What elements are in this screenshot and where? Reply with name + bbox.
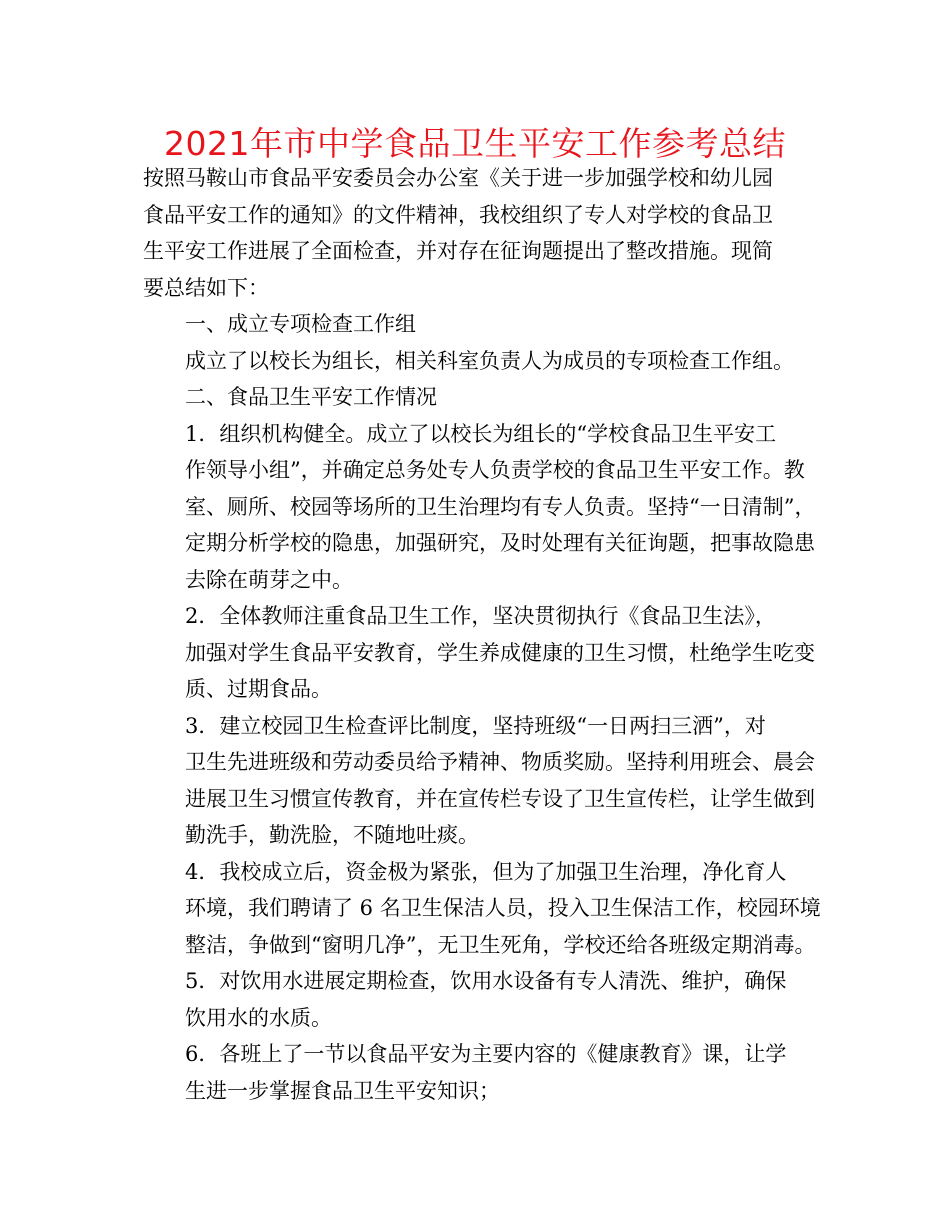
- paragraph-line: 卫生先进班级和劳动委员给予精神、物质奖励。坚持利用班会、晨会: [185, 750, 815, 774]
- paragraph-line: 一、成立专项检查工作组: [185, 312, 416, 336]
- paragraph-line: 2．全体教师注重食品卫生工作，坚决贯彻执行《食品卫生法》，: [185, 604, 776, 628]
- paragraph-line: 室、厕所、校园等场所的卫生治理均有专人负责。坚持“一日清制”，: [185, 494, 816, 519]
- paragraph-line: 5．对饮用水进展定期检查，饮用水设备有专人清洗、维护，确保: [185, 969, 787, 993]
- paragraph-line: 6．各班上了一节以食品平安为主要内容的《健康教育》课，让学: [185, 1042, 787, 1066]
- paragraph-line: 食品平安工作的通知》的文件精神，我校组织了专人对学校的食品卫: [143, 202, 773, 227]
- paragraph-line: 成立了以校长为组长，相关科室负责人为成员的专项检查工作组。: [185, 348, 794, 373]
- paragraph-line: 饮用水的水质。: [185, 1005, 332, 1030]
- paragraph-line: 去除在萌芽之中。: [185, 567, 353, 592]
- body-paragraph: [143, 306, 811, 343]
- paragraph-line: 生平安工作进展了全面检查，并对存在征询题提出了整改措施。现简: [143, 239, 773, 263]
- paragraph-line: 作领导小组”，并确定总务处专人负责学校的食品卫生平安工作。教: [185, 458, 805, 482]
- paragraph-line: 加强对学生食品平安教育，学生养成健康的卫生习惯，杜绝学生吃变: [185, 640, 815, 665]
- paragraph-line: 定期分析学校的隐患，加强研究，及时处理有关征询题，把事故隐患: [185, 531, 815, 555]
- body-paragraph: [143, 343, 811, 380]
- body-paragraph: [143, 160, 811, 306]
- paragraph-line: 1．组织机构健全。成立了以校长为组长的“学校食品卫生平安工: [185, 421, 777, 446]
- body-paragraph: [143, 854, 821, 964]
- paragraph-line: 质、过期食品。: [185, 677, 332, 701]
- paragraph-line: 4．我校成立后，资金极为紧张，但为了加强卫生治理，净化育人: [185, 859, 787, 884]
- body-paragraph: [143, 1036, 811, 1109]
- body-paragraph: [143, 416, 816, 599]
- body-paragraph: [143, 708, 815, 854]
- body-paragraph: [143, 379, 811, 416]
- paragraph-line: 勤洗手，勤洗脸，不随地吐痰。: [185, 823, 479, 847]
- paragraph-line: 整洁，争做到“窗明几净”，无卫生死角，学校还给各班级定期消毒。: [185, 932, 816, 957]
- paragraph-line: 进展卫生习惯宣传教育，并在宣传栏专设了卫生宣传栏，让学生做到: [185, 786, 815, 811]
- document-body: [143, 160, 821, 1109]
- paragraph-line: 二、食品卫生平安工作情况: [185, 385, 437, 409]
- paragraph-line: 要总结如下：: [143, 275, 269, 300]
- paragraph-line: 按照马鞍山市食品平安委员会办公室《关于进一步加强学校和幼儿园: [143, 166, 773, 190]
- paragraph-line: 生进一步掌握食品卫生平安知识；: [185, 1078, 500, 1103]
- paragraph-line: 3．建立校园卫生检查评比制度，坚持班级“一日两扫三洒”，对: [185, 713, 766, 738]
- body-paragraph: [143, 598, 815, 708]
- paragraph-line: 环境，我们聘请了 6 名卫生保洁人员，投入卫生保洁工作，校园环境: [185, 896, 821, 920]
- document-title: 2021年市中学食品卫生平安工作参考总结: [164, 124, 786, 163]
- body-paragraph: [143, 963, 811, 1036]
